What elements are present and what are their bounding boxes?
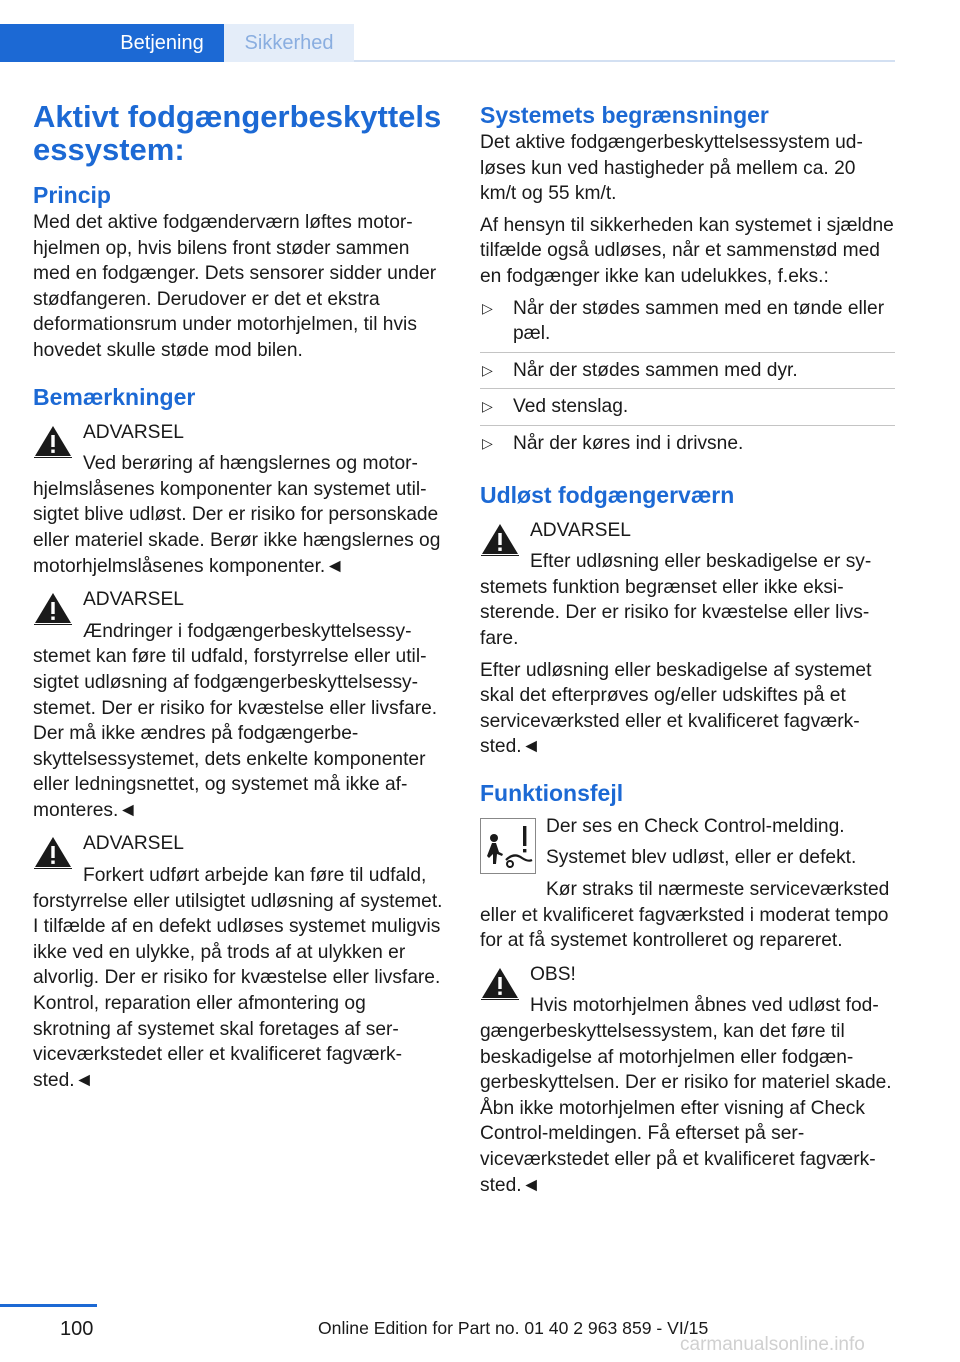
warning-block-triggered [480,518,895,652]
triangle-bullet-icon: ▷ [482,434,493,451]
warning-title: ADVARSEL [530,519,631,541]
warning-triangle-icon [480,966,520,1000]
notes-heading: Bemærkninger [33,383,196,410]
limits-text-1: Det aktive fodgængerbeskyttelsessystem udløses kun ved hastigheder på mellem ca. 20 km/t og 55 km/t. [480,132,863,205]
header-tab-sikkerhed[interactable]: Sikkerhed [224,24,354,62]
header-tab-betjening[interactable]: Betjening [100,24,224,62]
warning-text: Ved berøring af hængslernes og motorhjelmslåsenes komponenter kan systemet utilsigtet blive udløst. Der er risiko for personskade eller materiel skade. Berør ikke hængslernes og motorhjelmslåsenes komponenter.◄ [33,453,441,577]
warning-block-obs [480,962,895,1198]
header-rule [354,60,895,62]
triangle-bullet-icon: ▷ [482,361,493,378]
fault-line-3: Kør straks til nærmeste serviceværksted eller et kvalificeret fagværksted i moderat tempo for at få systemet kontrolleret og repareret. [480,879,890,952]
warning-text: Efter udløsning eller beskadigelse er systemets funktion begrænset eller ikke eksisterende. Der er risiko for kvæstelse eller livsfare. [480,551,872,649]
triangle-bullet-icon: ▷ [482,299,493,316]
warning-triangle-icon [33,424,73,458]
pedestrian-protection-check-control-icon [480,818,536,874]
limits-text-2: Af hensyn til sikkerheden kan systemet i sjældne tilfælde også udløses, når et sammenstød med en fodgænger ikke kan udelukkes, f.eks.: [480,214,894,287]
header-accent-bar [0,24,100,62]
limits-bullet-list [480,296,895,462]
edition-note: Online Edition for Part no. 01 40 2 963 859 - VI/15 [318,1318,709,1338]
warning-block-1 [33,420,448,580]
triggered-heading: Udløst fodgængerværn [480,481,735,508]
page-number: 100 [60,1318,94,1340]
warning-block-3 [33,831,448,1093]
list-item: ▷ Når der stødes sammen med dyr. [480,358,895,390]
right-column [480,100,895,1198]
page-header [0,24,895,62]
warning-title: OBS! [530,963,576,985]
left-column [33,100,448,1093]
fault-block [480,814,895,954]
triggered-text: Efter udløsning eller beskadigelse af systemet skal det efterprøves og/eller udskiftes på et serviceværksted eller et kvalificeret fagværksted.◄ [480,659,872,758]
warning-triangle-icon [33,591,73,625]
list-item: ▷ Ved stenslag. [480,394,895,426]
section-title: Aktivt fodgængerbeskyttelsessystem: [33,99,442,167]
warning-text: Ændringer i fodgængerbeskyttelsessystemet kan føre til udfald, forstyrrelse eller utilsigtet udløsning af fodgængerbeskyttelsessystemet. Der er risiko for kvæstelse eller livsfare. Der må ikke ændres på fodgængerbeskyttelsessystemet, dets enkelte komponenter eller ledningsnettet, og systemet må ikke afmonteres.◄ [33,620,438,821]
fault-heading: Funktionsfejl [480,779,624,806]
warning-triangle-icon [33,835,73,869]
principle-text: Med det aktive fodgænderværn løftes motorhjelmen op, hvis bilens front støder sammen med en fodgænger. Dets sensorer sidder under stødfangeren. Derudover er det et ekstra deformationsrum under motorhjelmen, til hvis hovedet skulle støde mod bilen. [33,212,437,361]
warning-text: Forkert udført arbejde kan føre til udfald, forstyrrelse eller utilsigtet udløsning af systemet. I tilfælde af en defekt udløses systemet muligvis ikke ved en ulykke, på trods af at ulykken er alvorlig. Der er risiko for kvæstelse eller livsfare. Kontrol, reparation eller afmontering og skrotning af systemet skal foretages af serviceværkstedet eller et kvalificeret fagværksted.◄ [33,865,443,1091]
watermark: carmanualsonline.info [680,1334,865,1355]
fault-line-1: Der ses en Check Control-melding. [546,815,845,837]
warning-title: ADVARSEL [83,589,184,611]
fault-line-2: Systemet blev udløst, eller er defekt. [546,847,857,869]
triangle-bullet-icon: ▷ [482,398,493,415]
limits-heading: Systemets begrænsninger [480,102,769,128]
list-item: ▷ Når der køres ind i drivsne. [480,431,895,462]
warning-triangle-icon [480,522,520,556]
warning-title: ADVARSEL [83,833,184,855]
footer-rule [0,1304,97,1307]
warning-text: Hvis motorhjelmen åbnes ved udløst fodgængerbeskyttelsessystem, kan det føre til beskadigelse af motorhjelmen eller fodgængerbeskyttelsen. Der er risiko for materiel skade. Åbn ikke motorhjelmen efter visning af Check Control-meldingen. Få efterset på serviceværkstedet eller på et kvalificeret fagværksted.◄ [480,995,892,1196]
warning-title: ADVARSEL [83,421,184,443]
list-item: ▷ Når der stødes sammen med en tønde eller pæl. [480,296,895,353]
principle-heading: Princip [33,182,111,208]
warning-block-2 [33,587,448,823]
